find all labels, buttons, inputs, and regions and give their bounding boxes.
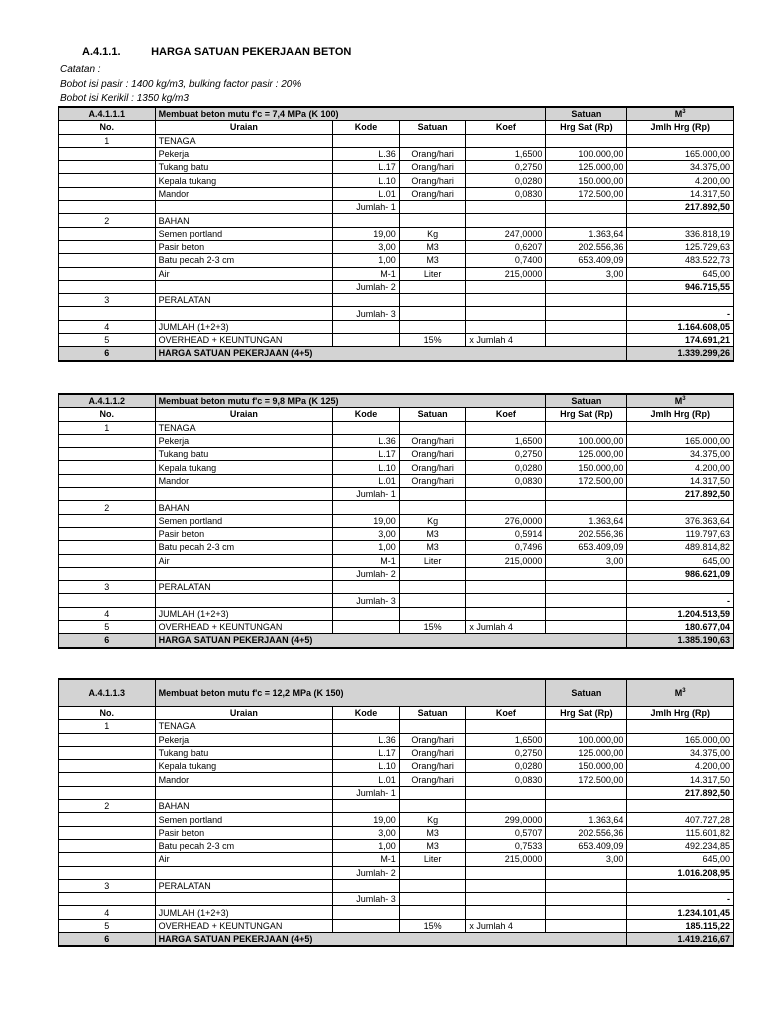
col-uraian: Uraian <box>155 707 333 720</box>
group-tenaga: 1 TENAGA <box>59 421 734 434</box>
subtotal-bahan: Jumlah- 2 1.016.208,95 <box>59 866 734 879</box>
group-tenaga: 1 TENAGA <box>59 134 734 147</box>
table-row: Batu pecah 2-3 cm 1,00 M3 0,7400 653.409,09 483.522,73 <box>59 254 734 267</box>
table-row: Batu pecah 2-3 cm 1,00 M3 0,7533 653.409,09 492.234,85 <box>59 839 734 852</box>
col-hrg-sat: Hrg Sat (Rp) <box>546 408 627 421</box>
table-row: Kepala tukang L.10 Orang/hari 0,0280 150.000,00 4.200,00 <box>59 174 734 187</box>
item-title: Membuat beton mutu f'c = 9,8 MPa (K 125) <box>155 394 546 408</box>
col-uraian: Uraian <box>155 408 333 421</box>
table-row: Pasir beton 3,00 M3 0,6207 202.556,36 125.729,63 <box>59 240 734 253</box>
col-koef: Koef <box>466 408 546 421</box>
col-jmlh-hrg: Jmlh Hrg (Rp) <box>627 121 734 134</box>
table-row: Kepala tukang L.10 Orang/hari 0,0280 150.000,00 4.200,00 <box>59 760 734 773</box>
note-sand-density: Bobot isi pasir : 1400 kg/m3, bulking factor pasir : 20% <box>60 79 302 90</box>
table-row: Mandor L.01 Orang/hari 0,0830 172.500,00 14.317,50 <box>59 474 734 487</box>
row-overhead: 5 OVERHEAD + KEUNTUNGAN 15% x Jumlah 4 180.677,04 <box>59 621 734 634</box>
row-harga-satuan: 6 HARGA SATUAN PEKERJAAN (4+5) 1.419.216,67 <box>59 933 734 947</box>
table-row: Tukang batu L.17 Orang/hari 0,2750 125.000,00 34.375,00 <box>59 448 734 461</box>
table-row: Mandor L.01 Orang/hari 0,0830 172.500,00 14.317,50 <box>59 773 734 786</box>
item-title: Membuat beton mutu f'c = 7,4 MPa (K 100) <box>155 107 546 121</box>
group-bahan: 2 BAHAN <box>59 501 734 514</box>
table-row: Pasir beton 3,00 M3 0,5914 202.556,36 119.797,63 <box>59 527 734 540</box>
table-row: Pasir beton 3,00 M3 0,5707 202.556,36 115.601,82 <box>59 826 734 839</box>
table-row: Semen portland 19,00 Kg 299,0000 1.363,64 407.727,28 <box>59 813 734 826</box>
col-no: No. <box>59 121 156 134</box>
row-jumlah-total: 4 JUMLAH (1+2+3) 1.234.101,45 <box>59 906 734 919</box>
table-row: Semen portland 19,00 Kg 247,0000 1.363,64 336.818,19 <box>59 227 734 240</box>
row-overhead: 5 OVERHEAD + KEUNTUNGAN 15% x Jumlah 4 185.115,22 <box>59 919 734 932</box>
table-row: Mandor L.01 Orang/hari 0,0830 172.500,00 14.317,50 <box>59 187 734 200</box>
col-satuan: Satuan <box>399 408 466 421</box>
col-jmlh-hrg: Jmlh Hrg (Rp) <box>627 707 734 720</box>
item-title: Membuat beton mutu f'c = 12,2 MPa (K 150) <box>155 679 546 707</box>
price-analysis-table-3 <box>58 678 734 947</box>
row-jumlah-total: 4 JUMLAH (1+2+3) 1.164.608,05 <box>59 320 734 333</box>
col-kode: Kode <box>333 408 400 421</box>
item-code: A.4.1.1.2 <box>59 394 156 408</box>
subtotal-bahan: Jumlah- 2 986.621,09 <box>59 567 734 580</box>
col-hrg-sat: Hrg Sat (Rp) <box>546 121 627 134</box>
unit-value: $M^3$ <box>627 679 734 707</box>
unit-value: $M^3$ <box>627 107 734 121</box>
section-title: HARGA SATUAN PEKERJAAN BETON <box>151 46 352 58</box>
row-harga-satuan: 6 HARGA SATUAN PEKERJAAN (4+5) 1.339.299,26 <box>59 347 734 361</box>
subtotal-tenaga: Jumlah- 1 217.892,50 <box>59 488 734 501</box>
item-code: A.4.1.1.1 <box>59 107 156 121</box>
note-label: Catatan : <box>60 64 101 75</box>
group-peralatan: 3 PERALATAN <box>59 294 734 307</box>
subtotal-peralatan: Jumlah- 3 - <box>59 307 734 320</box>
unit-label: Satuan <box>546 107 627 121</box>
unit-value: $M^3$ <box>627 394 734 408</box>
col-kode: Kode <box>333 121 400 134</box>
row-harga-satuan: 6 HARGA SATUAN PEKERJAAN (4+5) 1.385.190,63 <box>59 634 734 648</box>
row-jumlah-total: 4 JUMLAH (1+2+3) 1.204.513,59 <box>59 607 734 620</box>
table-row: Tukang batu L.17 Orang/hari 0,2750 125.000,00 34.375,00 <box>59 746 734 759</box>
subtotal-tenaga: Jumlah- 1 217.892,50 <box>59 201 734 214</box>
group-bahan: 2 BAHAN <box>59 800 734 813</box>
subtotal-bahan: Jumlah- 2 946.715,55 <box>59 280 734 293</box>
col-no: No. <box>59 408 156 421</box>
col-koef: Koef <box>466 121 546 134</box>
subtotal-tenaga: Jumlah- 1 217.892,50 <box>59 786 734 799</box>
table-row: Air M-1 Liter 215,0000 3,00 645,00 <box>59 853 734 866</box>
table-row: Kepala tukang L.10 Orang/hari 0,0280 150.000,00 4.200,00 <box>59 461 734 474</box>
group-peralatan: 3 PERALATAN <box>59 581 734 594</box>
col-no: No. <box>59 707 156 720</box>
section-heading <box>82 46 351 58</box>
col-uraian: Uraian <box>155 121 333 134</box>
group-bahan: 2 BAHAN <box>59 214 734 227</box>
price-analysis-table-2 <box>58 393 734 649</box>
item-code: A.4.1.1.3 <box>59 679 156 707</box>
col-koef: Koef <box>466 707 546 720</box>
row-overhead: 5 OVERHEAD + KEUNTUNGAN 15% x Jumlah 4 174.691,21 <box>59 334 734 347</box>
price-analysis-table-1 <box>58 106 734 362</box>
group-peralatan: 3 PERALATAN <box>59 879 734 892</box>
table-row: Air M-1 Liter 215,0000 3,00 645,00 <box>59 267 734 280</box>
table-row: Semen portland 19,00 Kg 276,0000 1.363,64 376.363,64 <box>59 514 734 527</box>
note-gravel-density: Bobot isi Kerikil : 1350 kg/m3 <box>60 93 189 104</box>
col-hrg-sat: Hrg Sat (Rp) <box>546 707 627 720</box>
table-row: Batu pecah 2-3 cm 1,00 M3 0,7496 653.409,09 489.814,82 <box>59 541 734 554</box>
table-row: Air M-1 Liter 215,0000 3,00 645,00 <box>59 554 734 567</box>
col-satuan: Satuan <box>399 121 466 134</box>
group-tenaga: 1 TENAGA <box>59 720 734 733</box>
table-row: Pekerja L.36 Orang/hari 1,6500 100.000,00 165.000,00 <box>59 147 734 160</box>
col-kode: Kode <box>333 707 400 720</box>
table-row: Pekerja L.36 Orang/hari 1,6500 100.000,00 165.000,00 <box>59 733 734 746</box>
section-code: A.4.1.1. <box>82 46 121 58</box>
table-row: Tukang batu L.17 Orang/hari 0,2750 125.000,00 34.375,00 <box>59 161 734 174</box>
unit-label: Satuan <box>546 394 627 408</box>
col-satuan: Satuan <box>399 707 466 720</box>
col-jmlh-hrg: Jmlh Hrg (Rp) <box>627 408 734 421</box>
unit-label: Satuan <box>546 679 627 707</box>
subtotal-peralatan: Jumlah- 3 - <box>59 893 734 906</box>
table-row: Pekerja L.36 Orang/hari 1,6500 100.000,00 165.000,00 <box>59 434 734 447</box>
subtotal-peralatan: Jumlah- 3 - <box>59 594 734 607</box>
